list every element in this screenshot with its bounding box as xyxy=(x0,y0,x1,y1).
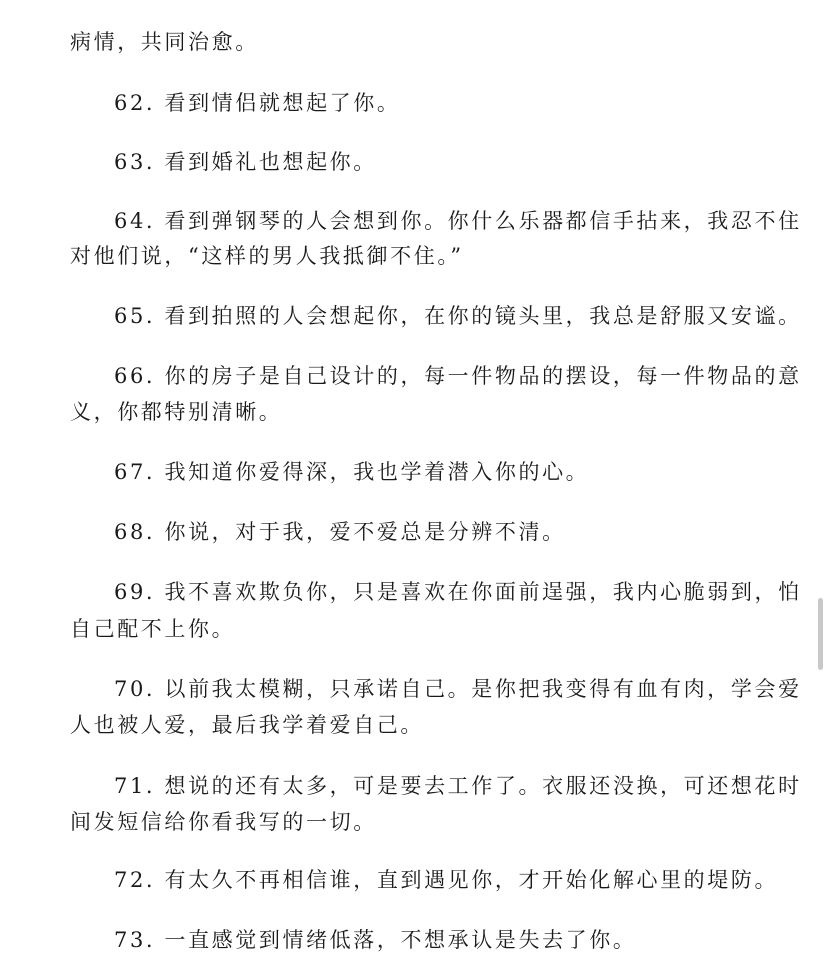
list-item-63: 63. 看到婚礼也想起你。 xyxy=(114,150,377,174)
list-item-69: 69. 我不喜欢欺负你，只是喜欢在你面前逞强，我内心脆弱到，怕 xyxy=(114,580,802,604)
list-item-72: 72. 有太久不再相信谁，直到遇见你，才开始化解心里的堤防。 xyxy=(114,868,779,892)
text-line: 义，你都特别清晰。 xyxy=(70,400,283,424)
text-line: 人也被人爱，最后我学着爱自己。 xyxy=(70,713,424,737)
text-line: 自己配不上你。 xyxy=(70,617,236,641)
list-item-64: 64. 看到弹钢琴的人会想到你。你什么乐器都信手拈来，我忍不住 xyxy=(114,209,802,233)
list-item-71: 71. 想说的还有太多，可是要去工作了。衣服还没换，可还想花时 xyxy=(114,774,802,798)
list-item-66: 66. 你的房子是自己设计的，每一件物品的摆设，每一件物品的意 xyxy=(114,364,802,388)
list-item-70: 70. 以前我太模糊，只承诺自己。是你把我变得有血有肉，学会爱 xyxy=(114,677,802,701)
list-item-67: 67. 我知道你爱得深，我也学着潜入你的心。 xyxy=(114,460,590,484)
text-line: 对他们说，“这样的男人我抵御不住。” xyxy=(70,244,464,268)
text-line: 病情，共同治愈。 xyxy=(70,30,259,54)
list-item-68: 68. 你说，对于我，爱不爱总是分辨不清。 xyxy=(114,520,566,544)
list-item-62: 62. 看到情侣就想起了你。 xyxy=(114,91,401,115)
list-item-73: 73. 一直感觉到情绪低落，不想承认是失去了你。 xyxy=(114,928,637,952)
text-line: 间发短信给你看我写的一切。 xyxy=(70,810,377,834)
scrollbar-thumb[interactable] xyxy=(818,598,823,670)
list-item-65: 65. 看到拍照的人会想起你，在你的镜头里，我总是舒服又安谧。 xyxy=(114,304,802,328)
